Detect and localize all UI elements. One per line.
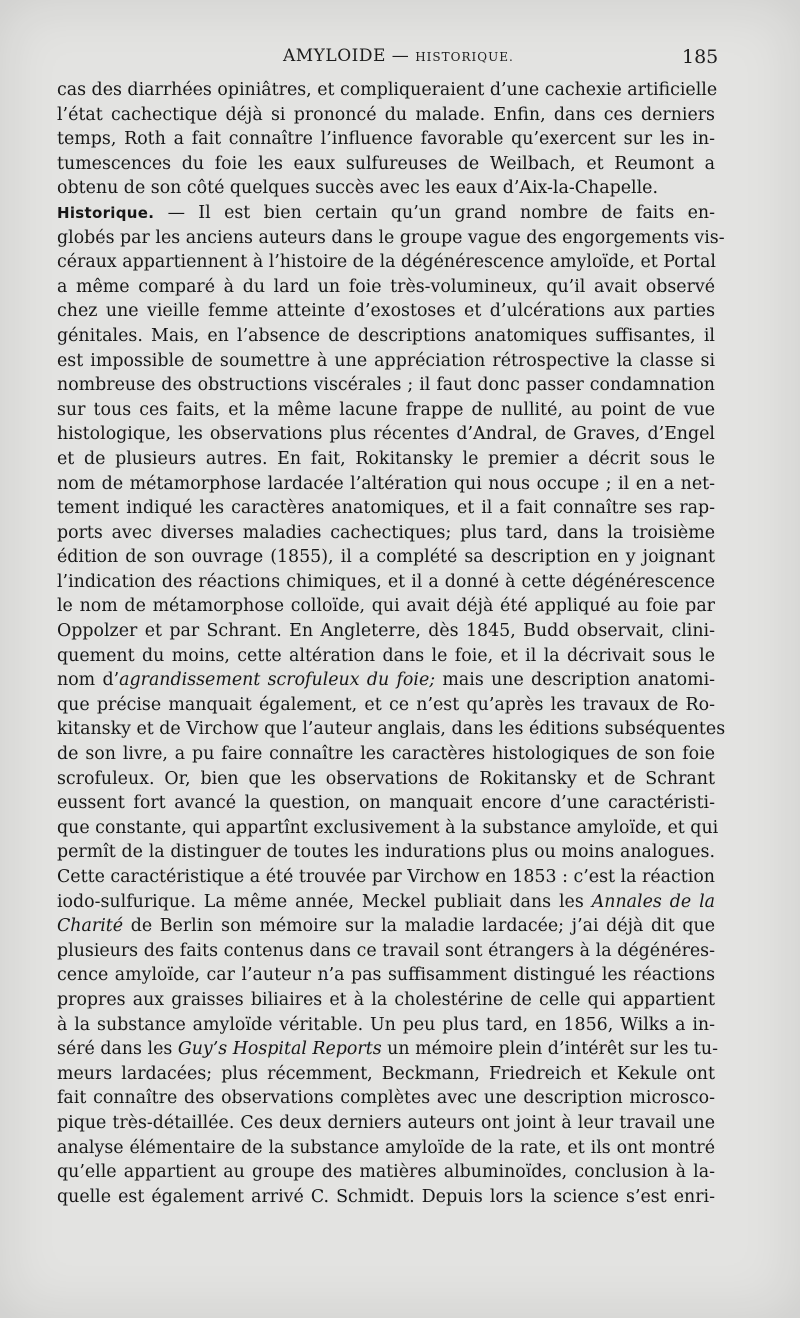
text-run: kitansky et de Virchow que l’auteur anglais, dans les éditions subséquentes	[57, 719, 726, 740]
text-line	[57, 275, 715, 300]
text-line	[57, 1136, 715, 1161]
text-run: que constante, qui appartînt exclusivement à la substance amyloïde, et qui	[57, 817, 719, 838]
text-line	[57, 1086, 715, 1111]
text-line	[57, 324, 715, 349]
text-line	[57, 127, 715, 152]
text-line	[57, 1062, 715, 1087]
text-line	[57, 398, 715, 423]
text-line	[57, 373, 715, 398]
text-run: un mémoire plein d’intérêt sur les tu-	[381, 1039, 718, 1060]
text-run: à la substance amyloïde véritable. Un peu plus tard, en 1856, Wilks a in-	[57, 1014, 715, 1035]
text-run: céraux appartiennent à l’histoire de la dégénérescence amyloïde, et Portal	[57, 252, 716, 273]
text-line	[57, 447, 715, 472]
text-run: meurs lardacées; plus récemment, Beckmann, Friedreich et Kekule ont	[57, 1063, 715, 1084]
text-run: est impossible de soumettre à une appréciation rétrospective la classe si	[57, 350, 715, 371]
text-run: mais une description anatomi-	[435, 670, 716, 691]
text-line	[57, 914, 715, 939]
running-title-sub: HISTORIQUE.	[415, 50, 514, 64]
italic-text: Annales de la	[591, 891, 715, 912]
text-line	[57, 1037, 718, 1062]
text-line	[57, 668, 715, 693]
text-line	[57, 791, 715, 816]
text-run: cas des diarrhées opiniâtres, et compliqueraient d’une cachexie artificielle	[57, 80, 718, 100]
text-run: quement du moins, cette altération dans le foie, et il la décrivait sous le	[57, 645, 715, 666]
text-run: que précise manquait également, et ce n’est qu’après les travaux de Ro-	[57, 694, 715, 715]
text-run: iodo-sulfurique. La même année, Meckel publiait dans les	[57, 891, 592, 912]
text-run: obtenu de son côté quelques succès avec les eaux d’Aix-la-Chapelle.	[57, 178, 658, 199]
text-line	[57, 496, 715, 521]
text-line	[57, 890, 715, 915]
text-line	[57, 693, 715, 718]
text-line	[57, 226, 725, 251]
italic-text: Guy’s Hospital Reports	[177, 1039, 382, 1060]
text-line	[57, 1185, 715, 1210]
text-run: le nom de métamorphose colloïde, qui avait déjà été appliqué au foie par	[57, 596, 715, 617]
text-line	[57, 201, 715, 226]
text-line	[57, 78, 718, 103]
text-run: nom de métamorphose lardacée l’altération qui nous occupe ; il en a net-	[57, 473, 715, 494]
text-line	[57, 717, 726, 742]
text-run: édition de son ouvrage (1855), il a complété sa description en y joignant	[57, 547, 715, 568]
text-line	[57, 1013, 715, 1038]
text-line	[57, 1111, 715, 1136]
text-run: ports avec diverses maladies cachectiques; plus tard, dans la troisième	[57, 522, 715, 543]
text-run: de son livre, a pu faire connaître les caractères histologiques de son foie	[57, 744, 715, 765]
text-run: et de plusieurs autres. En fait, Rokitansky le premier a décrit sous le	[57, 448, 715, 469]
section-heading: Historique.	[57, 203, 155, 222]
text-line	[57, 472, 715, 497]
text-line	[57, 619, 715, 644]
running-title-main: AMYLOIDE —	[283, 46, 410, 66]
text-line	[57, 570, 715, 595]
text-run: globés par les anciens auteurs dans le groupe vague des engorgements vis-	[57, 227, 725, 248]
text-run: plusieurs des faits contenus dans ce travail sont étrangers à la dégénéres-	[57, 940, 715, 961]
text-line	[57, 988, 715, 1013]
text-run: cence amyloïde, car l’auteur n’a pas suffisamment distingué les réactions	[57, 965, 715, 986]
text-run: Oppolzer et par Schrant. En Angleterre, dès 1845, Budd observait, clini-	[57, 621, 715, 642]
text-line	[57, 152, 715, 177]
text-run: nom d’	[57, 670, 120, 691]
text-line	[57, 349, 715, 374]
text-run: tumescences du foie les eaux sulfureuses de Weilbach, et Reumont a	[57, 153, 715, 174]
text-run: — Il est bien certain qu’un grand nombre de faits en-	[154, 202, 715, 223]
page-number: 185	[682, 46, 719, 68]
text-run: pique très-détaillée. Ces deux derniers auteurs ont joint à leur travail une	[57, 1112, 715, 1133]
text-line	[57, 594, 715, 619]
text-line	[57, 963, 715, 988]
text-run: tement indiqué les caractères anatomiques, et il a fait connaître ses rap-	[57, 498, 715, 519]
running-title	[283, 46, 514, 66]
text-line	[57, 422, 715, 447]
text-line	[57, 1160, 715, 1185]
text-line	[57, 840, 715, 865]
text-run: chez une vieille femme atteinte d’exostoses et d’ulcérations aux parties	[57, 301, 715, 322]
text-run: génitales. Mais, en l’absence de descriptions anatomiques suffisantes, il	[57, 325, 715, 346]
text-run: sur tous ces faits, et la même lacune frappe de nullité, au point de vue	[57, 399, 715, 420]
page-header	[0, 46, 800, 72]
text-line	[57, 644, 715, 669]
text-line	[57, 939, 715, 964]
text-run: séré dans les	[57, 1039, 178, 1060]
text-run: l’état cachectique déjà si prononcé du malade. Enfin, dans ces derniers	[57, 104, 715, 125]
text-run: propres aux graisses biliaires et à la cholestérine de celle qui appartient	[57, 989, 715, 1010]
text-run: temps, Roth a fait connaître l’influence favorable qu’exercent sur les in-	[57, 129, 715, 150]
text-run: fait connaître des observations complètes avec une description microsco-	[57, 1088, 715, 1109]
text-run: eussent fort avancé la question, on manquait encore d’une caractéristi-	[57, 793, 715, 814]
text-line	[57, 250, 715, 275]
text-run: scrofuleux. Or, bien que les observations de Rokitansky et de Schrant	[57, 768, 715, 789]
body-text	[57, 78, 726, 1209]
text-line	[57, 545, 715, 570]
text-run: qu’elle appartient au groupe des matières albuminoïdes, conclusion à la-	[57, 1162, 715, 1183]
text-line	[57, 299, 715, 324]
text-line	[57, 816, 719, 841]
text-run: l’indication des réactions chimiques, et il a donné à cette dégénérescence	[57, 571, 715, 592]
text-line	[57, 176, 715, 201]
text-line	[57, 742, 715, 767]
italic-text: Charité	[57, 916, 124, 937]
text-line	[57, 865, 715, 890]
text-run: nombreuse des obstructions viscérales ; il faut donc passer condamnation	[57, 375, 715, 396]
text-line	[57, 767, 715, 792]
text-run: Cette caractéristique a été trouvée par Virchow en 1853 : c’est la réaction	[57, 867, 715, 887]
text-run: analyse élémentaire de la substance amyloïde de la rate, et ils ont montré	[57, 1137, 715, 1158]
text-run: de Berlin son mémoire sur la maladie lardacée; j’ai déjà dit que	[123, 916, 715, 937]
text-line	[57, 103, 715, 128]
text-line	[57, 521, 715, 546]
text-run: permît de la distinguer de toutes les indurations plus ou moins analogues.	[57, 842, 715, 863]
italic-text: agrandissement scrofuleux du foie;	[119, 670, 436, 691]
text-run: histologique, les observations plus récentes d’Andral, de Graves, d’Engel	[57, 424, 715, 445]
text-run: quelle est également arrivé C. Schmidt. Depuis lors la science s’est enri-	[57, 1186, 715, 1207]
text-run: a même comparé à du lard un foie très-volumineux, qu’il avait observé	[57, 276, 715, 297]
